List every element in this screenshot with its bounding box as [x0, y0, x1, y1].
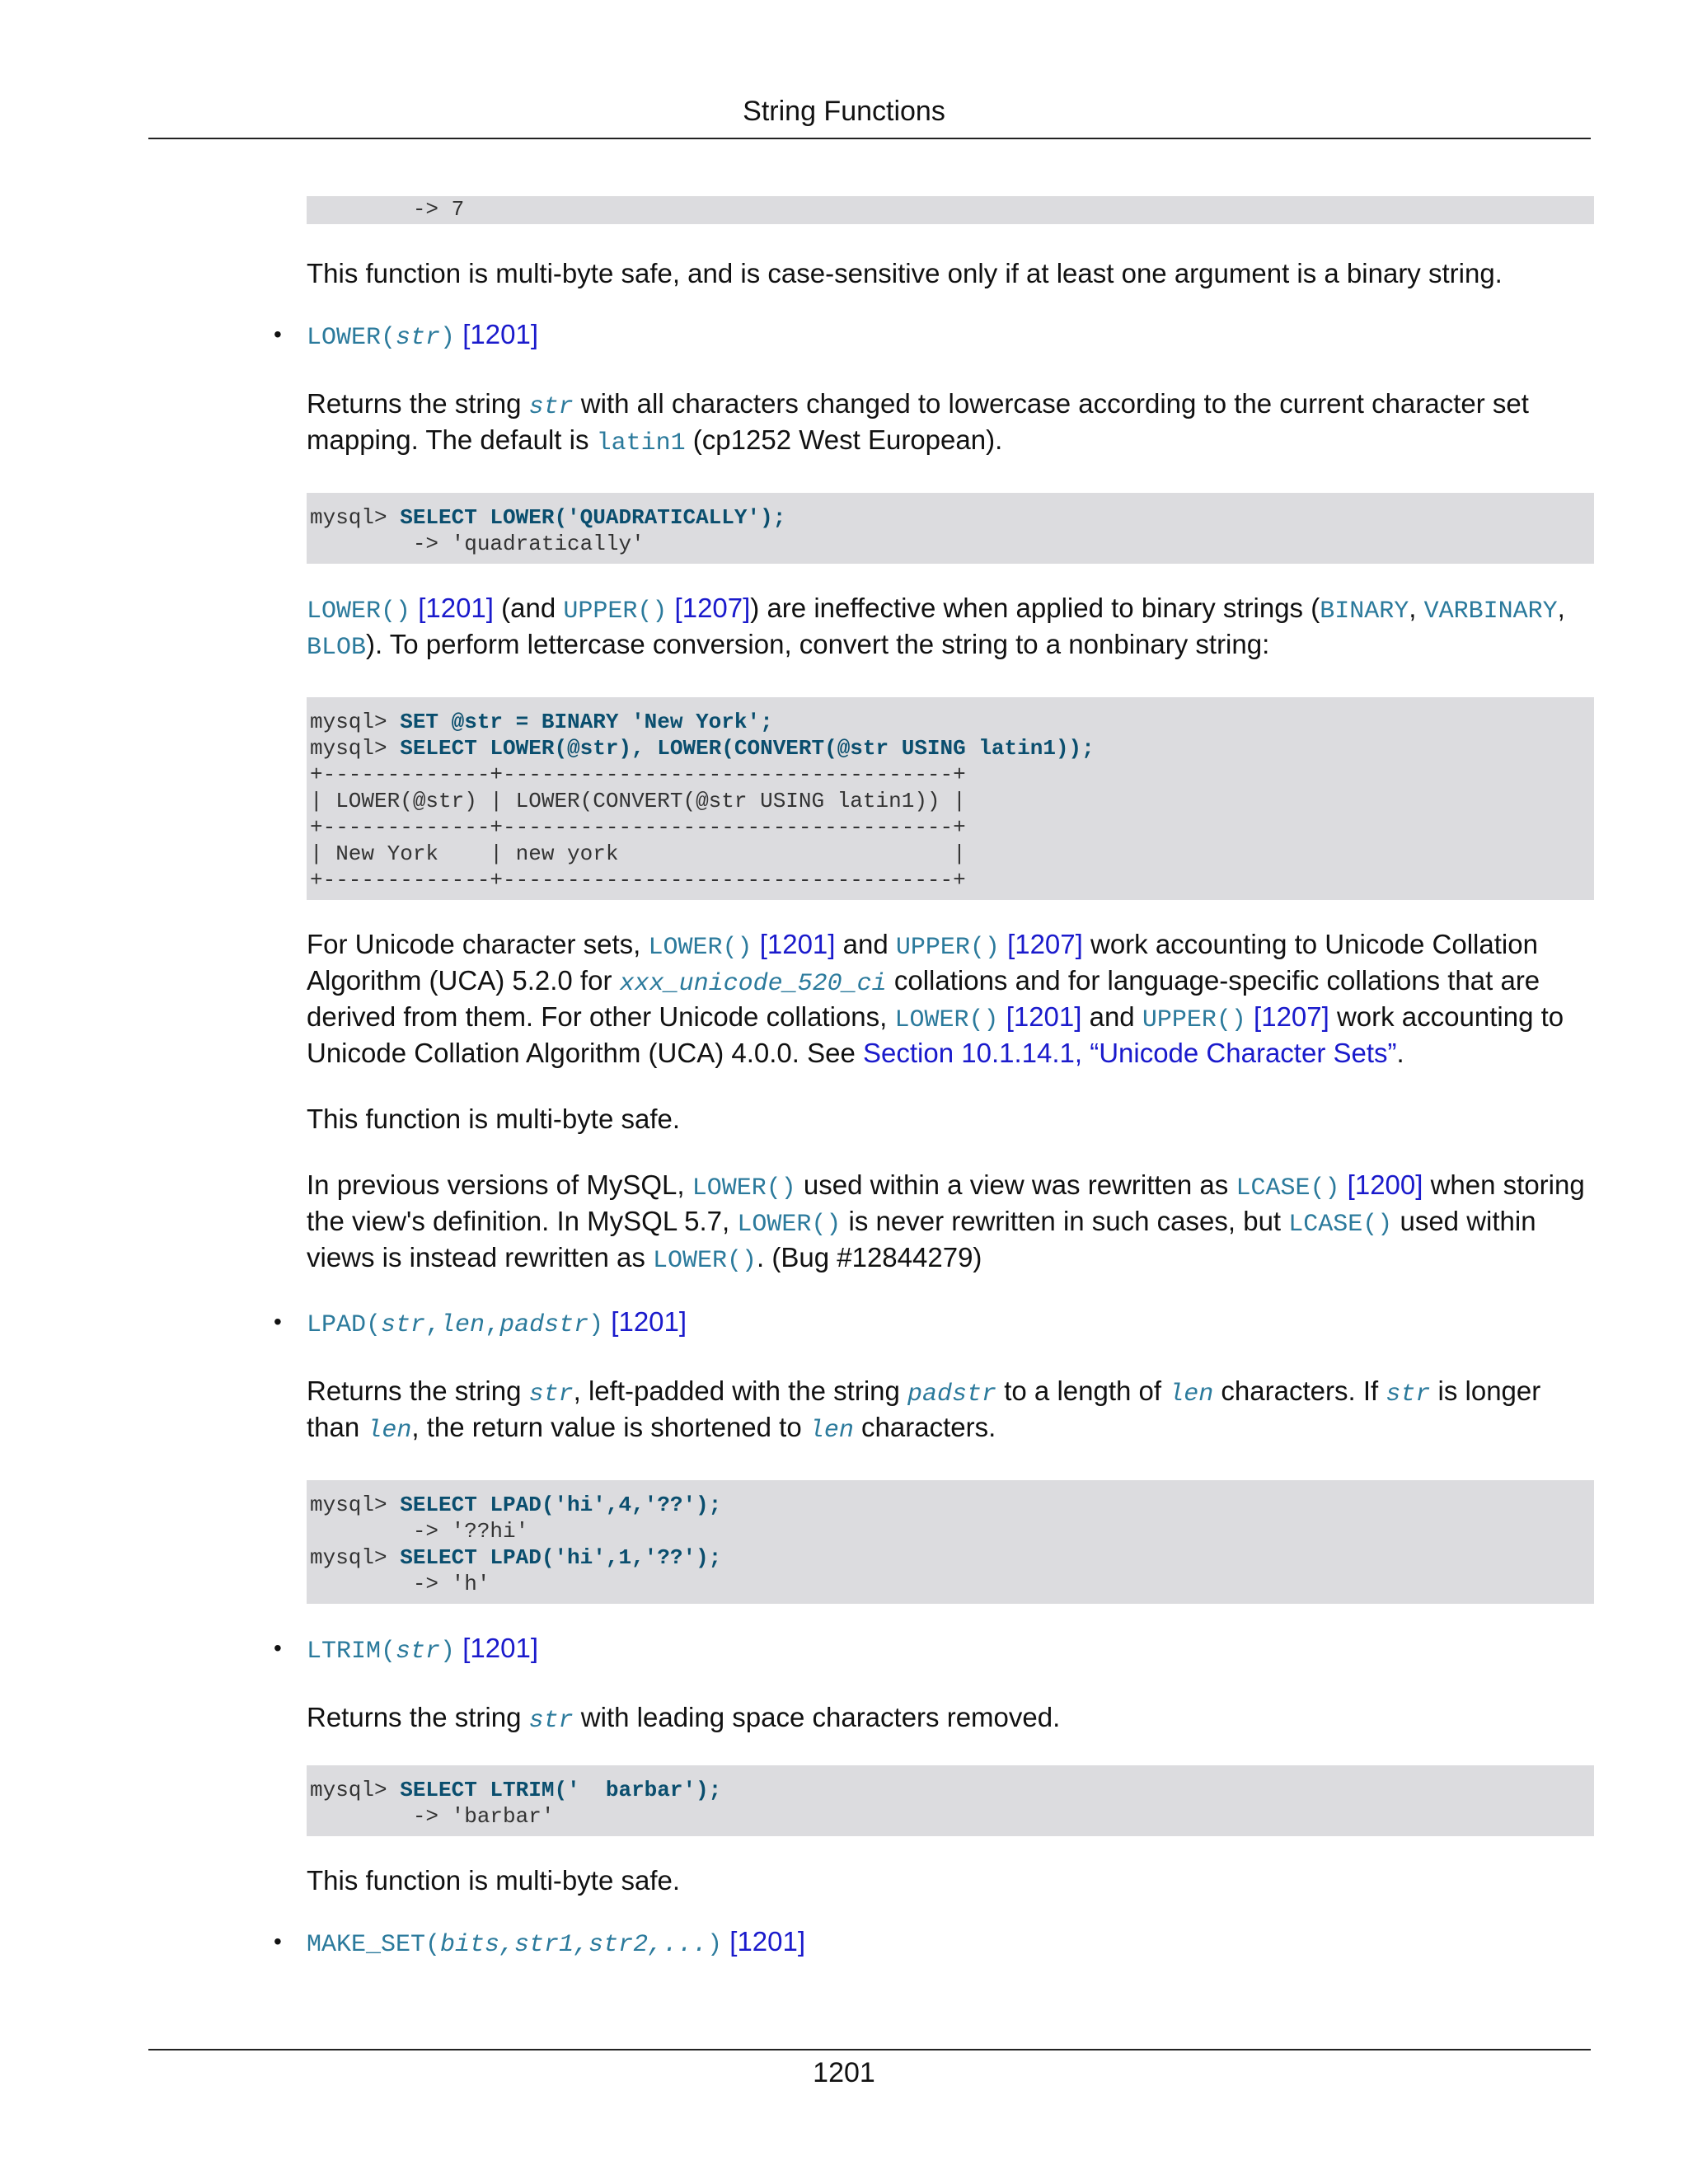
page-number: 1201 — [813, 2057, 875, 2088]
paragraph-unicode-collation: For Unicode character sets, LOWER() [1201] and UPPER() [1207] work accounting to Unicode Collation Algorithm (UCA) 5.2.0 for xxx_unicode_520_ci collations and for language-specific collations that are derived from them. For other Unicode collations, LOWER() [1201] and UPPER() [1207] work accounting to Unicode Collation Algorithm (UCA) 4.0.0. See Section 10.1.14.1, “Unicode Character Sets”. — [307, 929, 1564, 1068]
lpad-function-signature[interactable]: LPAD(str,len,padstr) — [307, 1311, 604, 1339]
bullet-ltrim — [274, 1632, 1594, 1668]
code-block-lpad-example: mysql> SELECT LPAD('hi',4,'??'); -> '??hi' mysql> SELECT LPAD('hi',1,'??'); -> 'h' — [307, 1480, 1594, 1604]
latin1-literal[interactable]: latin1 — [596, 429, 686, 457]
paragraph-multibyte-case: This function is multi-byte safe, and is case-sensitive only if at least one argument is a binary string. — [307, 258, 1503, 288]
lower-function-signature[interactable]: LOWER(str) — [307, 324, 456, 352]
make-set-function-signature[interactable]: MAKE_SET(bits,str1,str2,...) — [307, 1931, 723, 1959]
bullet-dot: • — [274, 1929, 282, 1954]
code-block-binary-example: mysql> SET @str = BINARY 'New York'; mysql> SELECT LOWER(@str), LOWER(CONVERT(@str USING latin1)); +-------------+-----------------------------------+ | LOWER(@str) | LOWER(CONVERT(@str USING latin1)) | +-------------+-----------------------------------+ | New York | new york | +-------------+-----------------------------------+ — [307, 697, 1594, 900]
result-table: +-------------+-----------------------------------+ | LOWER(@str) | LOWER(CONVERT(@str USING latin1)) | +-------------+-----------------------------------+ | New York | new york | +-------------+-----------------------------------+ — [310, 762, 966, 893]
page-content — [274, 196, 1594, 1961]
unicode-section-link[interactable]: Section 10.1.14.1, “Unicode Character Sets” — [863, 1038, 1397, 1068]
bullet-dot: • — [274, 1309, 282, 1334]
paragraph-ltrim-description: Returns the string str with leading space characters removed. — [307, 1702, 1061, 1735]
code-block-lower-example: mysql> SELECT LOWER('QUADRATICALLY'); -> 'quadratically' — [307, 493, 1594, 564]
footer-rule — [148, 2049, 1591, 2050]
bullet-dot: • — [274, 1635, 282, 1661]
ltrim-function-signature[interactable]: LTRIM(str) — [307, 1638, 456, 1666]
running-header-title: String Functions — [743, 96, 945, 127]
paragraph-binary-strings: LOWER() [1201] (and UPPER() [1207]) are ineffective when applied to binary strings (BINARY, VARBINARY, BLOB). To perform lettercase conversion, convert the string to a nonbinary string: — [307, 593, 1565, 662]
make-set-page-ref-link[interactable]: [1201] — [729, 1926, 806, 1957]
paragraph-previous-versions: In previous versions of MySQL, LOWER() used within a view was rewritten as LCASE() [1200] when storing the view's definition. In MySQL 5.7, LOWER() is never rewritten in such cases, but LCASE() used within views is instead rewritten as LOWER(). (Bug #12844279) — [307, 1169, 1585, 1275]
paragraph-multibyte-safe: This function is multi-byte safe. — [307, 1104, 681, 1134]
code-block-result: -> 7 — [307, 196, 1594, 224]
lower-page-ref-link[interactable]: [1201] — [462, 319, 538, 349]
paragraph-lpad-description: Returns the string str, left-padded with the string padstr to a length of len characters. If str is longer than len, the return value is shortened to len characters. — [307, 1376, 1541, 1445]
lpad-page-ref-link[interactable]: [1201] — [611, 1306, 687, 1337]
bullet-lpad — [274, 1305, 1594, 1342]
bullet-lower — [274, 318, 1594, 354]
paragraph-multibyte-safe-2: This function is multi-byte safe. — [307, 1865, 681, 1896]
ltrim-page-ref-link[interactable]: [1201] — [462, 1633, 538, 1663]
code-block-ltrim-example: mysql> SELECT LTRIM(' barbar'); -> 'barbar' — [307, 1765, 1594, 1836]
paragraph-lower-description: Returns the string str with all characters changed to lowercase according to the current character set mapping. The default is latin1 (cp1252 West European). — [307, 388, 1529, 457]
bullet-make-set — [274, 1925, 1594, 1961]
header-rule — [148, 138, 1591, 139]
bullet-dot: • — [274, 321, 282, 347]
